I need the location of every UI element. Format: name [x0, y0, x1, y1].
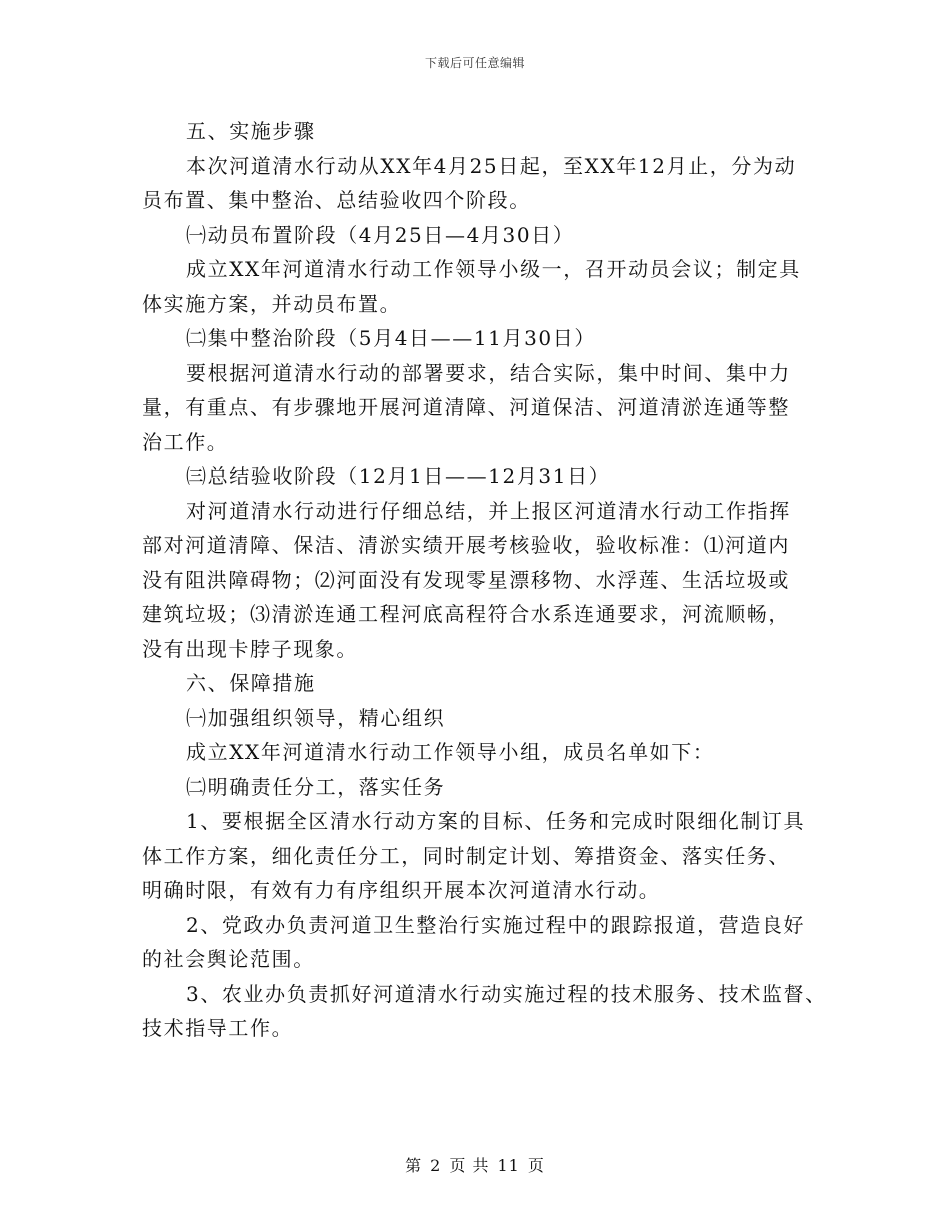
text-line: 明确时限，有效有力有序组织开展本次河道清水行动。 [142, 878, 661, 902]
text-line: 部对河道清障、保洁、清淤实绩开展考核验收，验收标准：⑴河道内 [142, 533, 790, 557]
text-line: 没有阻洪障碍物；⑵河面没有发现零星漂移物、水浮莲、生活垃圾或 [142, 567, 790, 592]
text-line: ㈡明确责任分工，落实任务 [186, 774, 446, 799]
footer-middle: 页 共 [449, 1156, 490, 1175]
text-line: 治工作。 [142, 429, 229, 454]
text-line: 体工作方案，细化责任分工，同时制定计划、筹措资金、落实任务、 [142, 843, 790, 868]
text-line: 体实施方案，并动员布置。 [142, 291, 402, 316]
document-body [142, 114, 827, 1046]
text-line: 3、农业办负责抓好河道清水行动实施过程的技术服务、技术监督、 [186, 981, 827, 1006]
footer-total-pages: 11 [497, 1156, 520, 1175]
text-line: 六、保障措施 [186, 671, 316, 695]
text-line: ㈠动员布置阶段（4月25日—4月30日） [186, 222, 575, 247]
text-line: 成立XX年河道清水行动工作领导小组，成员名单如下： [186, 740, 715, 764]
text-line: 员布置、集中整治、总结验收四个阶段。 [142, 188, 531, 212]
page-footer [0, 1153, 950, 1176]
text-line: 1、要根据全区清水行动方案的目标、任务和完成时限细化制订具 [186, 809, 806, 833]
text-line: 要根据河道清水行动的部署要求，结合实际，集中时间、集中力 [186, 360, 791, 385]
text-line: 2、党政办负责河道卫生整治行实施过程中的跟踪报道，营造良好 [186, 912, 806, 937]
text-line: 的社会舆论范围。 [142, 947, 315, 971]
text-line: 成立XX年河道清水行动工作领导小级一，召开动员会议；制定具 [186, 257, 801, 281]
text-line: 没有出现卡脖子现象。 [142, 636, 358, 661]
text-line: 对河道清水行动进行仔细总结，并上报区河道清水行动工作指挥 [186, 498, 791, 523]
footer-prefix: 第 [405, 1156, 423, 1175]
text-line: 本次河道清水行动从XX年4月25日起，至XX年12月止，分为动 [186, 153, 797, 178]
text-line: 五、实施步骤 [186, 119, 316, 143]
text-line: 量，有重点、有步骤地开展河道清障、河道保洁、河道清淤连通等整 [142, 395, 790, 419]
text-line: 技术指导工作。 [142, 1016, 294, 1040]
page-header: 下载后可任意编辑 [424, 56, 525, 70]
text-line: ㈠加强组织领导，精心组织 [186, 705, 446, 730]
text-line: 建筑垃圾；⑶清淤连通工程河底高程符合水系连通要求，河流顺畅， [142, 602, 790, 626]
footer-suffix: 页 [527, 1156, 545, 1175]
footer-page-number: 2 [430, 1156, 442, 1175]
text-line: ㈢总结验收阶段（12月1日——12月31日） [186, 464, 611, 488]
text-line: ㈡集中整治阶段（5月4日——11月30日） [186, 326, 596, 350]
